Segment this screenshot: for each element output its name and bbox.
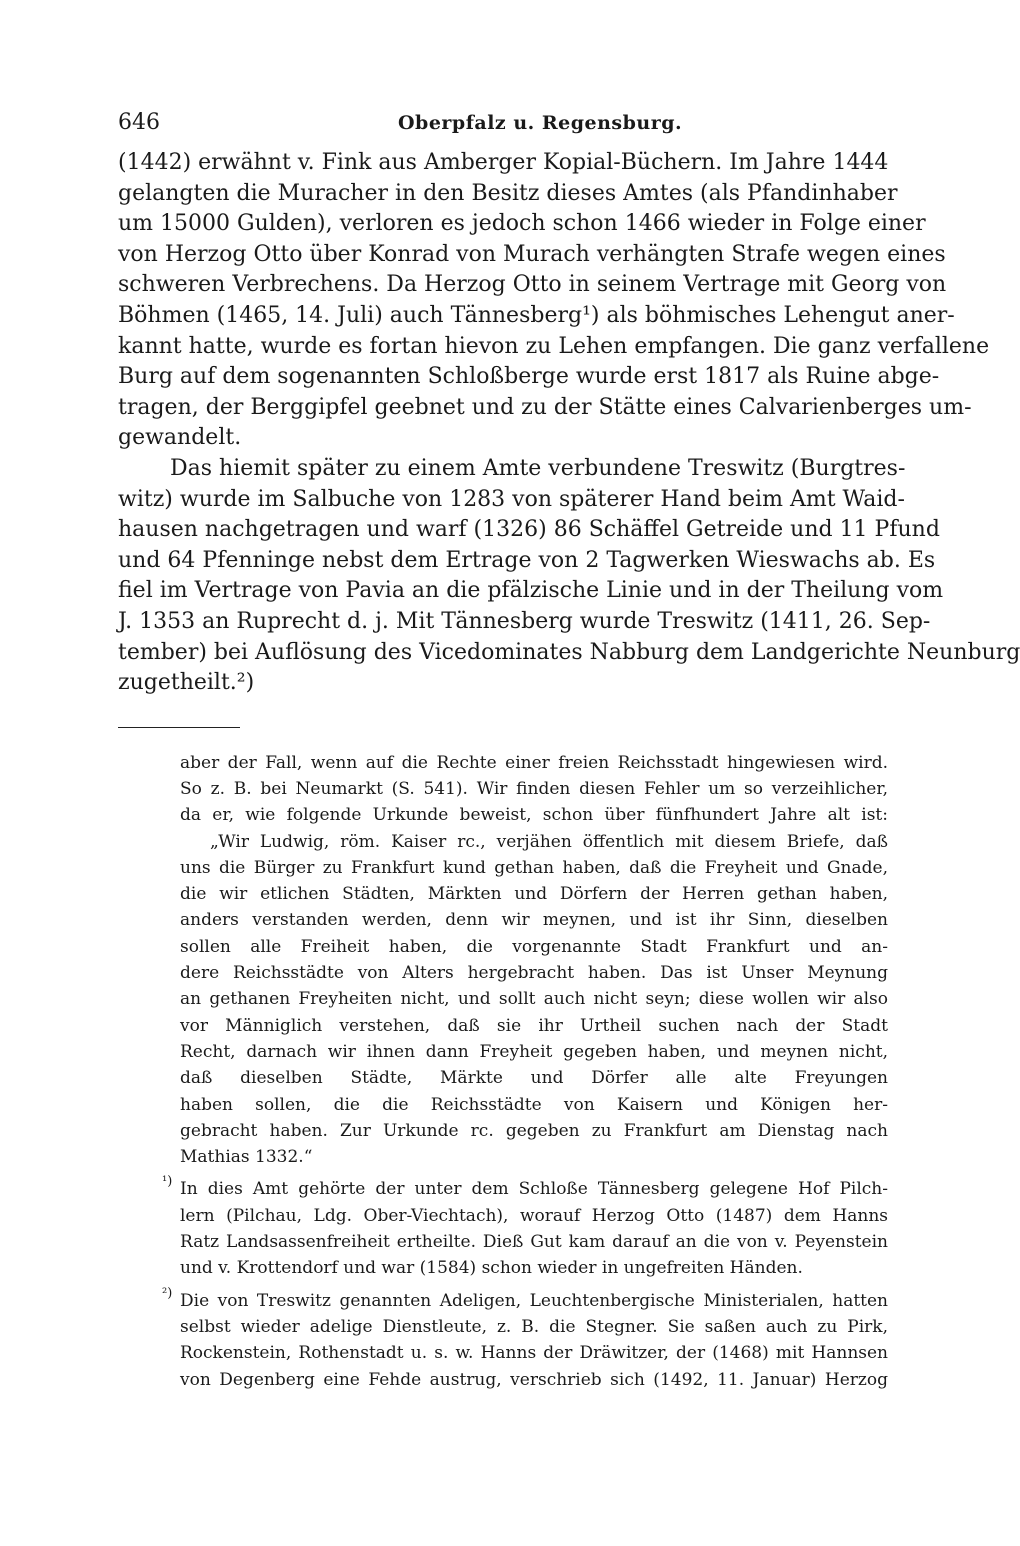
text-line: und 64 Pfenninge nebst dem Ertrage von 2 Tagwerken Wieswachs ab. Es	[118, 547, 936, 573]
text-line: Das hiemit später zu einem Amte verbundene Treswitz (Burgtres-	[170, 455, 906, 481]
page-header	[118, 100, 888, 148]
footnote-2	[162, 1285, 888, 1393]
footnote-marker: ²)	[162, 1285, 173, 1301]
text-line: fiel im Vertrage von Pavia an die pfälzische Linie und in der Theilung vom	[118, 578, 944, 604]
main-text	[118, 148, 1020, 699]
text-line: Böhmen (1465, 14. Juli) auch Tännesberg¹) als böhmisches Lehengut aner-	[118, 302, 955, 328]
text-line: tember) bei Auflösung des Vicedominates Nabburg dem Landgerichte Neunburg	[118, 639, 1020, 665]
footnote-line: sollen alle Freiheit haben, die vorgenannte Stadt Frankfurt und an-	[180, 936, 888, 957]
footnote-line: lern (Pilchau, Ldg. Ober-Viechtach), worauf Herzog Otto (1487) dem Hanns	[180, 1205, 888, 1226]
text-line: hausen nachgetragen und warf (1326) 86 Schäffel Getreide und 11 Pfund	[118, 517, 940, 543]
footnote-line: „Wir Ludwig, röm. Kaiser rc., verjähen öffentlich mit diesem Briefe, daß	[210, 831, 888, 852]
text-line: witz) wurde im Salbuche von 1283 von späterer Hand beim Amt Waid-	[118, 486, 905, 512]
footnote-line: und v. Krottendorf und war (1584) schon wieder in ungefreiten Händen.	[180, 1258, 803, 1279]
footnote-line: Ratz Landsassenfreiheit ertheilte. Dieß Gut kam darauf an die von v. Peyenstein	[180, 1232, 888, 1253]
continued-footnote	[180, 750, 888, 1171]
footnote-line: selbst wieder adelige Dienstleute, z. B. die Stegner. Sie saßen auch zu Pirk,	[180, 1316, 888, 1337]
footnote-line: an gethanen Freyheiten nicht, und sollt auch nicht seyn; diese wollen wir also	[180, 989, 888, 1010]
footnote-line: Rockenstein, Rothenstadt u. s. w. Hanns der Dräwitzer, der (1468) mit Hannsen	[180, 1343, 888, 1364]
footnote-line: da er, wie folgende Urkunde beweist, schon über fünfhundert Jahre alt ist:	[180, 805, 888, 826]
text-line: gewandelt.	[118, 425, 242, 451]
footnotes-area	[118, 750, 888, 1393]
text-line: tragen, der Berggipfel geebnet und zu der Stätte eines Calvarienberges um-	[118, 394, 972, 420]
text-line: (1442) erwähnt v. Fink aus Amberger Kopial-Büchern. Im Jahre 1444	[118, 150, 889, 175]
footnote-line: Recht, darnach wir ihnen dann Freyheit gegeben haben, und meynen nicht,	[180, 1041, 888, 1062]
page-number: 646	[118, 110, 160, 135]
text-line: zugetheilt.²)	[118, 670, 255, 696]
footnote-line: Die von Treswitz genannten Adeligen, Leuchtenbergische Ministerialen, hatten	[180, 1290, 888, 1311]
footnote-line: die wir etlichen Städten, Märkten und Dörfern der Herren gethan haben,	[180, 884, 888, 905]
footnote-line: Mathias 1332.“	[180, 1147, 313, 1168]
footnote-line: uns die Bürger zu Frankfurt kund gethan haben, daß die Freyheit und Gnade,	[180, 857, 888, 878]
footnote-line: anders verstanden werden, denn wir meynen, und ist ihr Sinn, dieselben	[180, 910, 888, 931]
footnote-line: dere Reichsstädte von Alters hergebracht haben. Das ist Unser Meynung	[180, 963, 888, 984]
footnote-marker: ¹)	[162, 1174, 173, 1190]
footnote-line: So z. B. bei Neumarkt (S. 541). Wir finden diesen Fehler um so verzeihlicher,	[180, 778, 888, 799]
footnote-line: gebracht haben. Zur Urkunde rc. gegeben zu Frankfurt am Dienstag nach	[180, 1120, 888, 1141]
footnote-line: daß dieselben Städte, Märkte und Dörfer alle alte Freyungen	[180, 1068, 888, 1089]
footnote-line: vor Männiglich verstehen, daß sie ihr Urtheil suchen nach der Stadt	[180, 1015, 888, 1036]
text-line: um 15000 Gulden), verloren es jedoch schon 1466 wieder in Folge einer	[118, 211, 926, 237]
footnote-line: In dies Amt gehörte der unter dem Schloße Tännesberg gelegene Hof Pilch-	[180, 1179, 888, 1200]
footnote-rule	[118, 727, 240, 728]
text-line: J. 1353 an Ruprecht d. j. Mit Tännesberg wurde Treswitz (1411, 26. Sep-	[118, 608, 931, 634]
text-line: Burg auf dem sogenannten Schloßberge wurde erst 1817 als Ruine abge-	[118, 364, 940, 390]
book-page	[118, 100, 1020, 1393]
footnote-line: von Degenberg eine Fehde austrug, verschrieb sich (1492, 11. Januar) Herzog	[180, 1369, 888, 1390]
text-line: kannt hatte, wurde es fortan hievon zu Lehen empfangen. Die ganz verfallene	[118, 333, 990, 359]
footnote-1	[162, 1174, 888, 1281]
text-line: von Herzog Otto über Konrad von Murach verhängten Strafe wegen eines	[118, 241, 946, 267]
footnote-line: aber der Fall, wenn auf die Rechte einer freien Reichsstadt hingewiesen wird.	[180, 752, 888, 773]
footnote-line: haben sollen, die die Reichsstädte von Kaisern und Königen her-	[180, 1094, 888, 1115]
text-line: gelangten die Muracher in den Besitz dieses Amtes (als Pfandinhaber	[118, 180, 898, 206]
running-head: Oberpfalz u. Regensburg.	[398, 112, 683, 134]
text-line: schweren Verbrechens. Da Herzog Otto in seinem Vertrage mit Georg von	[118, 272, 947, 298]
